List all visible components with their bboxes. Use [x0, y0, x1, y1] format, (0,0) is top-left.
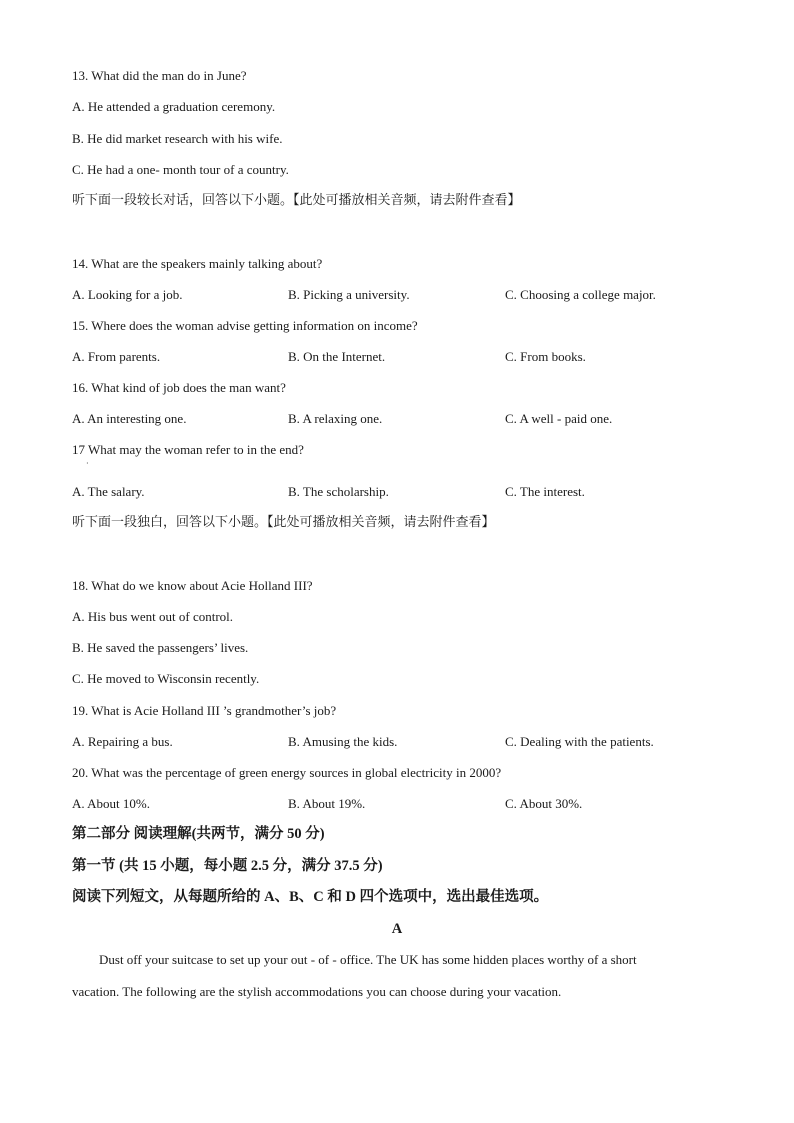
part-two-title: 第二部分 阅读理解(共两节，满分 50 分) — [72, 826, 325, 842]
question-20-option-b: B. About 19%. — [288, 796, 366, 811]
question-19-option-a: A. Repairing a bus. — [72, 734, 173, 749]
question-17-option-b: B. The scholarship. — [288, 484, 389, 499]
question-18-stem: 18. What do we know about Acie Holland III? — [72, 578, 313, 593]
stray-dot-mark: · — [86, 459, 89, 468]
question-20-option-c: C. About 30%. — [505, 796, 583, 811]
question-20-option-a: A. About 10%. — [72, 796, 150, 811]
section-one-title: 第一节 (共 15 小题，每小题 2.5 分，满分 37.5 分) — [72, 858, 383, 874]
question-17-stem: 17 What may the woman refer to in the end? — [72, 442, 304, 457]
passage-label: A — [391, 921, 403, 937]
question-16-option-a: A. An interesting one. — [72, 411, 187, 426]
question-16-option-c: C. A well - paid one. — [505, 411, 613, 426]
question-19-stem: 19. What is Acie Holland III ’s grandmother’s job? — [72, 703, 337, 718]
question-15-option-c: C. From books. — [505, 349, 586, 364]
passage-line-2: vacation. The following are the stylish accommodations you can choose during your vacation. — [72, 984, 562, 999]
question-17-option-c: C. The interest. — [505, 484, 585, 499]
question-17-option-a: A. The salary. — [72, 484, 145, 499]
question-16-option-b: B. A relaxing one. — [288, 411, 383, 426]
question-15-option-a: A. From parents. — [72, 349, 161, 364]
question-13-option-c: C. He had a one- month tour of a country. — [72, 162, 289, 177]
question-15-option-b: B. On the Internet. — [288, 349, 386, 364]
question-19-option-b: B. Amusing the kids. — [288, 734, 398, 749]
question-14-option-b: B. Picking a university. — [288, 287, 410, 302]
monologue-instruction: 听下面一段独白，回答以下小题。【此处可播放相关音频，请去附件查看】 — [72, 515, 495, 530]
question-13-option-b: B. He did market research with his wife. — [72, 131, 283, 146]
question-14-stem: 14. What are the speakers mainly talking about? — [72, 256, 323, 271]
question-20-stem: 20. What was the percentage of green energy sources in global electricity in 2000? — [72, 765, 502, 780]
question-18-option-b: B. He saved the passengers’ lives. — [72, 640, 249, 655]
question-14-option-c: C. Choosing a college major. — [505, 287, 656, 302]
question-16-stem: 16. What kind of job does the man want? — [72, 380, 286, 395]
question-18-option-c: C. He moved to Wisconsin recently. — [72, 671, 260, 686]
question-15-stem: 15. Where does the woman advise getting information on income? — [72, 318, 418, 333]
question-13-stem: 13. What did the man do in June? — [72, 68, 247, 83]
passage-line-1: Dust off your suitcase to set up your out - of - office. The UK has some hidden places worthy of a short — [99, 952, 637, 967]
reading-directions: 阅读下列短文，从每题所给的 A、B、C 和 D 四个选项中，选出最佳选项。 — [72, 889, 549, 905]
question-13-option-a: A. He attended a graduation ceremony. — [72, 99, 276, 114]
long-dialogue-instruction: 听下面一段较长对话，回答以下小题。【此处可播放相关音频，请去附件查看】 — [72, 193, 521, 208]
question-14-option-a: A. Looking for a job. — [72, 287, 183, 302]
question-19-option-c: C. Dealing with the patients. — [505, 734, 654, 749]
question-18-option-a: A. His bus went out of control. — [72, 609, 234, 624]
